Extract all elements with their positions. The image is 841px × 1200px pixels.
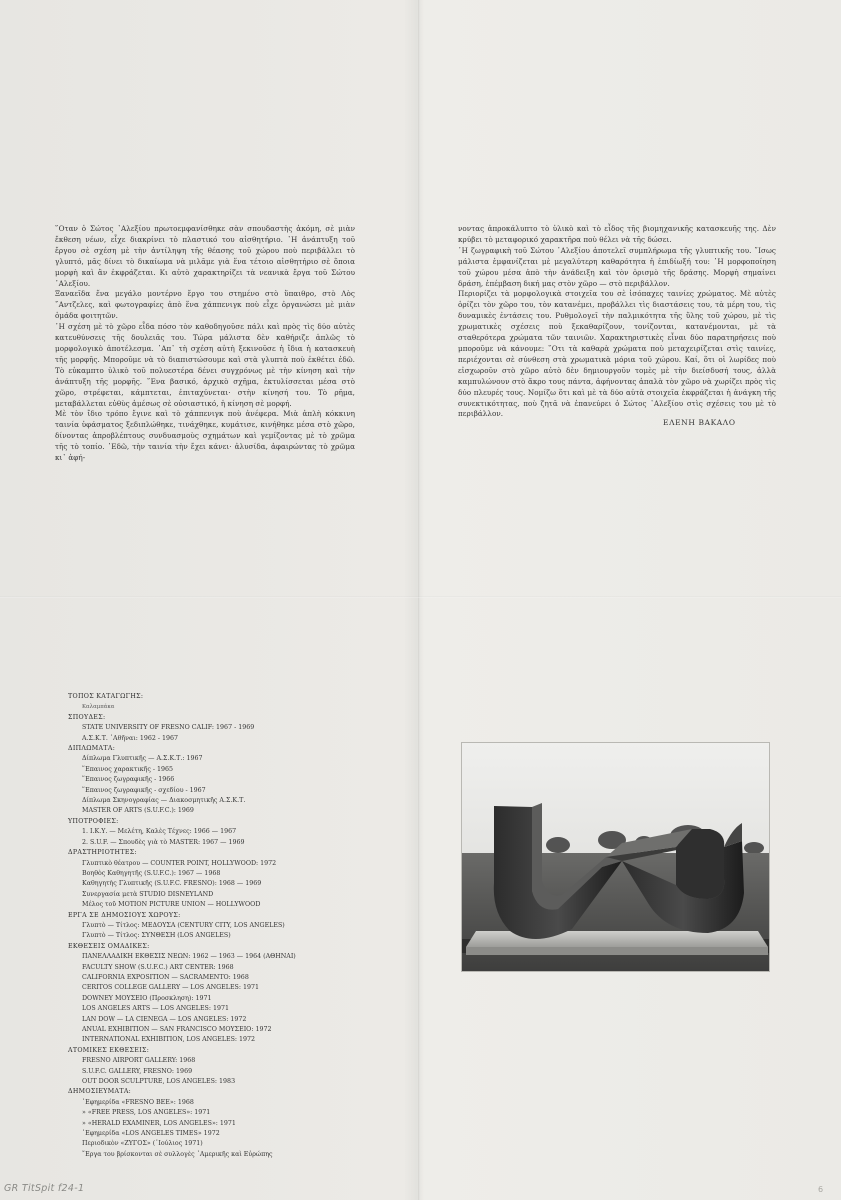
- cv-entry: Γλυπτὸ — Τίτλος: ΜΕΔΟΥΣΑ (CENTURY CITY, LOS ANGELES): [82, 921, 285, 929]
- cv-section-heading: ΔΙΠΛΩΜΑΤΑ:: [68, 745, 116, 753]
- cv-entry: ΠΑΝΕΛΛΑΔΙΚΗ ΕΚΘΕΣΙΣ ΝΕΩΝ: 1962 — 1963 — 1964 (ΑΘΗΝΑΙ): [82, 953, 296, 961]
- cv-section: [68, 1046, 398, 1088]
- essay-paragraph: Μὲ τὸν ἴδιο τρόπο ἔγινε καὶ τὸ χάππενιγκ ποὺ ἀνέφερα. Μιὰ ἁπλὴ κόκκινη ταινία ὑφάσματος ξεδιπλώθηκε, τινάχθηκε, κυμάτισε, κινήθηκε μέσα στὸ χῶρο, δίνοντας ἀπροβλέπτους συνδυασμοὺς σχημάτων καὶ γεμίζοντας μὲ τὸ χρῶμα τῆς τὸ τοπίο. ᾿Εδῶ, τὴν ταινία τὴν ἔχει κάνει· ἀλυσίδα, ἀφαιρώντας τὸ χρῶμα κι᾿ ἀφή-: [55, 409, 355, 463]
- essay-paragraph: ῞Οταν ὁ Σώτος ᾿Αλεξίου πρωτοεμφανίσθηκε σὰν σπουδαστὴς ἀκόμη, σὲ μιὰν ἔκθεση νέων, εἶχε διακρίνει τὸ πλαστικό του αἰσθητήριο. ῾Η ἀνάπτυξη τοῦ ἔργου σὲ σχέση μὲ τὴν ἀντίληψη τῆς θέασης τοῦ χώρου ποὺ περιβάλλει τὸ γλυπτό, μᾶς δίνει τὸ δικαίωμα νὰ μιλᾶμε γιὰ ἕνα τέτοιο αἰσθητήριο σὲ ὅποια μορφὴ καὶ ἂν ἐκφράζεται. Κι αὐτὸ χαρακτηρίζει τὰ νεανικὰ ἔργα τοῦ Σώτου ᾿Αλεξίου.: [55, 224, 355, 288]
- cv-entry: Περιοδικὸν «ΖΥΓΟΣ» (᾿Ιούλιος 1971): [82, 1140, 203, 1148]
- cv-section-heading: ΣΠΟΥΔΕΣ:: [68, 713, 106, 721]
- cv-entry: FACULTY SHOW (S.U.F.C.) ART CENTER: 1968: [82, 963, 234, 971]
- essay-paragraph: Ξαναεῖδα ἕνα μεγάλο μοντέρνο ἔργο του στημένο στὸ ὕπαιθρο, στὸ Λὸς ῎Αντζελες, καὶ φωτογραφίες ἀπὸ ἕνα χάππενιγκ ποὺ εἶχε ὀργανώσει μὲ μιὰν ὁμάδα φοιτητῶν.: [55, 289, 355, 321]
- cv-section: [68, 942, 398, 1046]
- cv-section: [68, 848, 398, 910]
- page-mark: 6: [818, 1185, 824, 1194]
- cv-entry: CERITOS COLLEGE GALLERY — LOS ANGELES: 1971: [82, 984, 260, 992]
- cv-entry: STATE UNIVERSITY OF FRESNO CALIF: 1967 - 1969: [82, 724, 255, 732]
- author-signature: ΕΛΕΝΗ ΒΑΚΑΛΟ: [663, 418, 736, 427]
- cv-entry: CALIFORNIA EXPOSITION — SACRAMENTO: 1968: [82, 973, 249, 981]
- cv-entry: ᾿Εφημερίδα «FRESNO BEE»: 1968: [82, 1098, 194, 1106]
- cv-entry: Καθηγητὴς Γλυπτικῆς (S.U.F.C. FRESNO): 1968 — 1969: [82, 880, 262, 888]
- essay-right-column: [458, 224, 776, 420]
- cv-entry: 2. S.U.F. — Σπουδὲς γιὰ τὸ MASTER: 1967 — 1969: [82, 838, 245, 846]
- cv-entry: ῞Επαινος ζωγραφικῆς - σχεδίου - 1967: [82, 786, 206, 794]
- cv-section-heading: ΔΡΑΣΤΗΡΙΟΤΗΤΕΣ:: [68, 849, 137, 857]
- cv-section: [68, 713, 398, 744]
- essay-paragraph: ῾Η σχέση μὲ τὸ χῶρο εἶδα πόσο τὸν καθοδηγοῦσε πάλι καὶ πρὸς τὶς δύο αὐτὲς κατευθύνσεις τῆς δουλειᾶς του. Τώρα μάλιστα δὲν καθήριζε ἁπλῶς τὸ μορφολογικὸ ἀποτέλεσμα. ᾿Απ᾿ τὴ σχέση αὐτὴ ξεκινοῦσε ἡ ἴδια ἡ κατασκευὴ τῆς μορφῆς. Μποροῦμε νὰ τὸ διαπιστώσουμε καὶ στὰ γλυπτὰ ποὺ ἐκθέτει ἐδῶ. Τὸ εὐκαμπτο ὑλικὸ τοῦ πολυεστέρα δένει συγχρόνως μὲ τὴν κίνηση καὶ τὴν ἀνάπτυξη τῆς μορφῆς. ῞Ενα βασικό, ἀρχικὸ σχῆμα, ἐκτυλίσσεται μέσα στὸ χῶρο, στρέφεται, κάμπτεται, ἐπιταχύνεται· στὴν κίνησή του. Τὸ ρῆμα, μεταβάλλεται εὐθὺς ἀμέσως σὲ οὐσιαστικό, ἡ κίνηση σὲ μορφή.: [55, 322, 355, 408]
- cv-entry: LAN DOW — LA CIENEGA — LOS ANGELES: 1972: [82, 1015, 247, 1023]
- essay-left-column: [55, 224, 355, 464]
- cv-entry: ANUAL EXHIBITION — SAN FRANCISCO ΜΟΥΣΕΙΟ: 1972: [82, 1026, 272, 1033]
- cv-section-heading: ΤΟΠΟΣ ΚΑΤΑΓΩΓΗΣ:: [68, 693, 144, 700]
- cv-section: [68, 817, 398, 848]
- cv-entry: ῞Επαινος ζωγραφικῆς - 1966: [82, 776, 175, 784]
- cv-entry: Α.Σ.Κ.Τ. ᾿Αθῆναι: 1962 - 1967: [82, 734, 179, 742]
- sculpture-photograph: [461, 742, 770, 972]
- cv-entry: FRESNO AIRPORT GALLERY: 1968: [82, 1057, 196, 1065]
- cv-entry: » «HERALD EXAMINER, LOS ANGELES»: 1971: [82, 1119, 236, 1127]
- cv-entry: Μέλος τοῦ MOTION PICTURE UNION — HOLLYWOOD: [82, 901, 261, 909]
- cv-entry: LOS ANGELES ARTS — LOS ANGELES: 1971: [82, 1005, 230, 1013]
- cv-section-heading: ΑΤΟΜΙΚΕΣ ΕΚΘΕΣΕΙΣ:: [68, 1046, 150, 1054]
- cv-section: [68, 744, 398, 817]
- cv-section: [68, 911, 398, 942]
- artist-biography: [68, 692, 398, 1160]
- cv-entry: Γλυπτικὸ θέατρου — COUNTER POINT, HOLLYWOOD: 1972: [82, 859, 277, 867]
- cv-entry: Βοηθὸς Καθηγητῆς (S.U.F.C.): 1967 — 1968: [82, 869, 221, 877]
- cv-section: [68, 692, 398, 713]
- cv-section-heading: ΕΡΓΑ ΣΕ ΔΗΜΟΣΙΟΥΣ ΧΩΡΟΥΣ:: [68, 911, 181, 919]
- cv-section-heading: ΥΠΟΤΡΟΦΙΕΣ:: [68, 817, 119, 825]
- cv-entry: Συνεργασία μετὰ STUDIO DISNEYLAND: [82, 890, 214, 898]
- cv-entry: MASTER OF ARTS (S.U.F.C.): 1969: [82, 807, 194, 815]
- cv-entry: » «FREE PRESS, LOS ANGELES»: 1971: [82, 1109, 211, 1117]
- cv-entry: Γλυπτὸ — Τίτλος: ΣΥΝΘΕΣΗ (LOS ANGELES): [82, 932, 231, 940]
- cv-section-heading: ΔΗΜΟΣΙΕΥΜΑΤΑ:: [68, 1088, 132, 1096]
- cv-entry: Καλαμπάκα: [82, 704, 115, 711]
- cv-entry: 1. Ι.Κ.Υ. — Μελέτη, Καλὲς Τέχνες: 1966 — 1967: [82, 828, 237, 836]
- archive-handwritten-label: GR TitSpit f24-1: [4, 1183, 85, 1194]
- horizontal-fold-line: [0, 596, 841, 598]
- cv-entry: S.U.F.C. GALLERY, FRESNO: 1969: [82, 1067, 193, 1075]
- vertical-fold-line: [418, 0, 420, 1200]
- sculpture-image: [462, 743, 769, 971]
- essay-paragraph: ῾Η ζωγραφικὴ τοῦ Σώτου ᾿Αλεξίου ἀποτελεῖ συμπλήρωμα τῆς γλυπτικῆς του. ῎Ισως μάλιστα ἐμφανίζεται μὲ μεγαλύτερη καθαρότητα ἡ ἐπιδίωξή του: ῾Η μορφοποίηση τοῦ χώρου μέσα ἀπὸ τὴν ἀνάδειξη καὶ τὸν ὁρισμὸ τῆς δράσης. Μορφὴ σημαίνει δράση, ἐπέμβαση δική μας στὸν χῶρο — στὸ περιβάλλον.: [458, 245, 776, 288]
- cv-section-heading: ΕΚΘΕΣΕΙΣ ΟΜΑΔΙΚΕΣ:: [68, 942, 150, 950]
- essay-paragraph: νοντας ἀπροκάλυπτο τὸ ὑλικὸ καὶ τὸ εἶδος τῆς βιομηχανικῆς κατασκευῆς της. Δὲν κρύβει τὸ μεταφορικό χαρακτῆρα ποὺ θέλει νὰ τῆς δώσει.: [458, 224, 776, 244]
- cv-section: [68, 1087, 398, 1160]
- cv-entry: ᾿Εφημερίδα «LOS ANGELES TIMES» 1972: [82, 1130, 220, 1138]
- cv-entry: INTERNATIONAL EXHIBITION, LOS ANGELES: 1972: [82, 1036, 256, 1044]
- cv-entry: Δίπλωμα Σκηνογραφίας — Διακοσμητικῆς Α.Σ.Κ.Τ.: [82, 797, 246, 805]
- cv-entry: DOWNEY ΜΟΥΣΕΙΟ (Προσκληση): 1971: [82, 994, 212, 1002]
- cv-entry: OUT DOOR SCULPTURE, LOS ANGELES: 1983: [82, 1078, 236, 1086]
- cv-entry: Δίπλωμα Γλυπτικῆς — Α.Σ.Κ.Τ.: 1967: [82, 755, 203, 763]
- cv-entry: ῎Εργα του βρίσκονται σὲ συλλογὲς ᾿Αμερικῆς καὶ Εὐρώπης: [82, 1150, 273, 1158]
- essay-paragraph: Περιορίζει τὰ μορφολογικὰ στοιχεῖα του σὲ ἰσόπαχες ταινίες χρώματος. Μὲ αὐτὲς ὁρίζει τὸν χῶρο του, τὸν κατανέμει, προβάλλει τὶς διαστάσεις του, τὰ μέρη του, τὶς δυναμικὲς ἐντάσεις του. Ρυθμολογεῖ τὴν παλμικότητα τῆς ὕλης τοῦ χώρου, μὲ τὶς χρωματικὲς σχέσεις ποὺ ξεκαθαρίζουν, τονίζονται, κατανέμονται, μὲ τὰ σταθερότερα χρώματα τῶν ταινιῶν. Χαρακτηριστικὲς εἶναι δύο παρατηρήσεις ποὺ μποροῦμε νὰ κάνουμε: ῞Οτι τὰ καθαρὰ χρώματα ποὺ μεταχειρίζεται στὶς ταινίες, περιέχονται σὲ σύνθεση στὰ χρωματικὰ μόρια τοῦ χώρου. Καί, ὅτι οἱ λωρίδες ποὺ εἰσχωροῦν στὸ χῶρο αὐτὸ δὲν δημιουργοῦν τομὲς μὲ τὴν διείσδυσή τους, ἀλλὰ καμπυλώνουν στὸ ἄκρο τους πάντα, ἀφήνοντας ἀπαλὰ τὸν χῶρο νὰ χωρίζει πρὸς τὶς δύο πλευρές τους. Νομίζω ὅτι καὶ μὲ τὰ δύο αὐτὰ στοιχεῖα ἐκφράζεται ἡ ἀνάγκη τῆς συνεκτικότητας, ποὺ ζητᾶ νὰ ἐπανεύρει ὁ Σώτος ᾿Αλεξίου στὶς σχέσεις του μὲ τὸ περιβάλλον.: [458, 289, 776, 419]
- cv-entry: ῞Επαινος χαρακτικῆς - 1965: [82, 765, 174, 773]
